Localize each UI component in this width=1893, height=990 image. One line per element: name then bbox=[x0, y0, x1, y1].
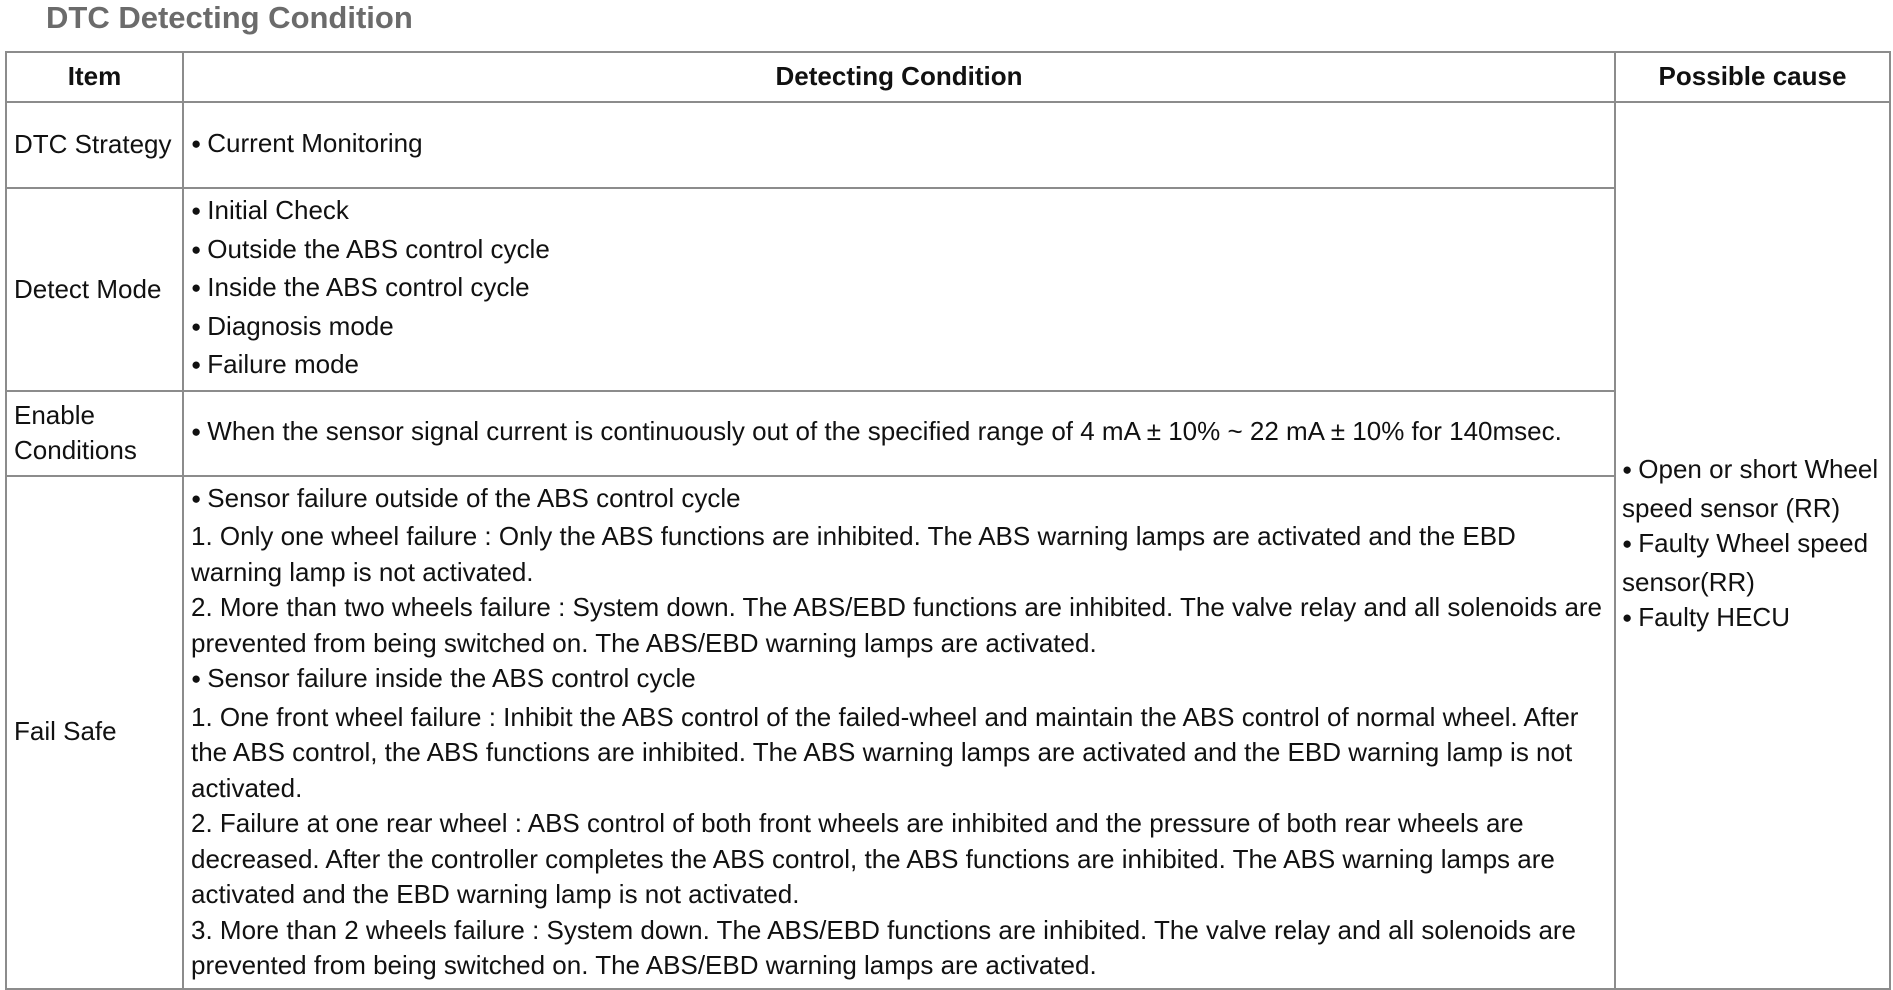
header-item: Item bbox=[6, 52, 183, 102]
item-enable-conditions: Enable Conditions bbox=[6, 391, 183, 476]
condition-line: 2. More than two wheels failure : System down. The ABS/EBD functions are inhibited. The valve relay and all solenoids are prevented from being switched on. The ABS/EBD warning lamps are activated. bbox=[191, 592, 1603, 658]
condition-line: ● Inside the ABS control cycle bbox=[191, 270, 1606, 309]
row-detect-mode bbox=[6, 188, 1890, 391]
row-fail-safe bbox=[6, 476, 1890, 989]
condition-line: 3. More than 2 wheels failure : System down. The ABS/EBD functions are inhibited. The valve relay and all solenoids are prevented from being switched on. The ABS/EBD warning lamps are activated. bbox=[191, 914, 1577, 980]
item-detect-mode: Detect Mode bbox=[6, 188, 183, 391]
condition-line: 1. Only one wheel failure : Only the ABS functions are inhibited. The ABS warning lamps are activated and the EBD warning lamp is not activated. bbox=[191, 521, 1516, 587]
item-fail-safe: Fail Safe bbox=[6, 476, 183, 989]
item-dtc-strategy: DTC Strategy bbox=[6, 102, 183, 188]
condition-enable-conditions bbox=[183, 391, 1615, 476]
possible-cause-cell bbox=[1615, 102, 1890, 989]
condition-line: ● Failure mode bbox=[191, 347, 1606, 386]
condition-line: 1. One front wheel failure : Inhibit the ABS control of the failed-wheel and maintain the ABS control of normal wheel. After the ABS control, the ABS functions are inhibited. The ABS warning lamps are activated and the EBD warning lamp is not activated. bbox=[191, 701, 1579, 803]
cause-open-or-short: ● Open or short Wheel speed sensor (RR) bbox=[1622, 452, 1883, 526]
condition-line: ● Initial Check bbox=[191, 193, 1606, 232]
dtc-table bbox=[5, 51, 1891, 990]
row-enable-conditions bbox=[6, 391, 1890, 476]
table-header-row bbox=[6, 52, 1890, 102]
condition-fail-safe bbox=[183, 476, 1615, 989]
section-title: DTC Detecting Condition bbox=[46, 0, 413, 35]
cause-faulty-wheel-speed-sensor: ● Faulty Wheel speed sensor(RR) bbox=[1622, 526, 1883, 600]
condition-dtc-strategy bbox=[183, 102, 1615, 188]
condition-line: ● Outside the ABS control cycle bbox=[191, 232, 1606, 271]
condition-line: ● When the sensor signal current is continuously out of the specified range of 4 mA ± 10% ~ 22 mA ± 10% for 140msec. bbox=[191, 414, 1606, 453]
condition-line: ● Sensor failure outside of the ABS control cycle bbox=[191, 481, 1606, 520]
condition-line: 2. Failure at one rear wheel : ABS control of both front wheels are inhibited and the pressure of both rear wheels are decreased. After the controller completes the ABS control, the ABS functions are inhibited. The ABS warning lamps are activated and the EBD warning lamp is not activated. bbox=[191, 808, 1555, 909]
header-possible-cause: Possible cause bbox=[1615, 52, 1890, 102]
header-detecting-condition: Detecting Condition bbox=[183, 52, 1615, 102]
row-dtc-strategy bbox=[6, 102, 1890, 188]
cause-faulty-hecu: ● Faulty HECU bbox=[1622, 600, 1883, 639]
condition-line: ● Diagnosis mode bbox=[191, 309, 1606, 348]
condition-line: ● Current Monitoring bbox=[191, 126, 1606, 165]
condition-line: ● Sensor failure inside the ABS control cycle bbox=[191, 661, 1606, 700]
condition-detect-mode bbox=[183, 188, 1615, 391]
